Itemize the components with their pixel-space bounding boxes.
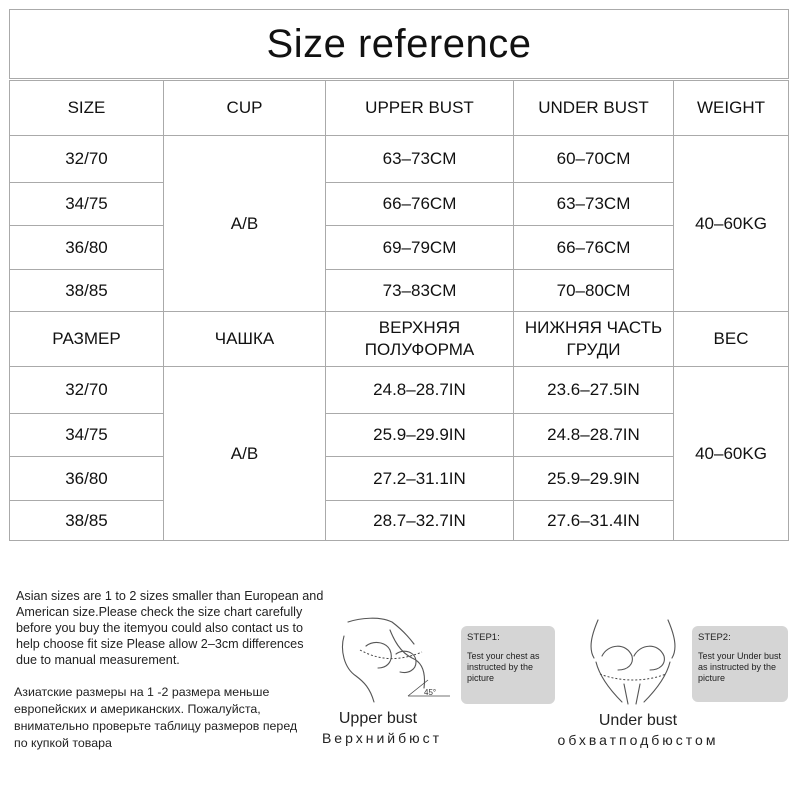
t2-upper-cell: 27.2–31.1IN	[325, 456, 514, 501]
step1-text: Test your chest as instructed by the picture	[467, 651, 540, 683]
t2-size-cell: 32/70	[9, 366, 164, 414]
t1-upper-cell: 69–79CM	[325, 225, 514, 270]
step1-title: STEP1:	[467, 632, 500, 643]
t2-size-cell: 36/80	[9, 456, 164, 501]
t2-under-cell: 23.6–27.5IN	[513, 366, 674, 414]
under-bust-figure-icon	[578, 612, 688, 712]
header-size: SIZE	[9, 80, 164, 136]
step2-box	[692, 626, 788, 702]
step2-text: Test your Under bust as instructed by the picture	[698, 651, 782, 683]
angle-label: 45°	[424, 688, 437, 697]
t2-under-cell: 24.8–28.7IN	[513, 413, 674, 457]
caption-under-bust-ru: обхватподбюстом	[557, 732, 719, 748]
t1-under-cell: 70–80CM	[513, 269, 674, 312]
page-title: Size reference	[9, 9, 789, 79]
t2-upper-cell: 28.7–32.7IN	[325, 500, 514, 541]
header-under-bust: UNDER BUST	[513, 80, 674, 136]
header-upper-bust-ru: ВЕРХНЯЯ ПОЛУФОРМА	[325, 311, 514, 367]
t1-weight-cell: 40–60KG	[673, 135, 789, 312]
t1-size-cell: 36/80	[9, 225, 164, 270]
t1-cup-cell: A/B	[163, 135, 326, 312]
step1-box	[461, 626, 555, 704]
caption-under-bust: Under bust	[598, 712, 678, 729]
upper-bust-figure-icon	[330, 610, 460, 710]
header-weight: WEIGHT	[673, 80, 789, 136]
step2-title: STEP2:	[698, 632, 731, 643]
header-size-ru: РАЗМЕР	[9, 311, 164, 367]
t2-cup-cell: A/B	[163, 366, 326, 541]
t2-upper-cell: 24.8–28.7IN	[325, 366, 514, 414]
t1-under-cell: 66–76CM	[513, 225, 674, 270]
t2-under-cell: 27.6–31.4IN	[513, 500, 674, 541]
note-english: Asian sizes are 1 to 2 sizes smaller than European and American size.Please check the size chart carefully before you buy the itemyou could also contact us to help choose fit size Please allow 2–3cm differences due to manual measurement.	[16, 589, 324, 667]
caption-upper-bust: Upper bust	[338, 710, 418, 727]
t1-size-cell: 34/75	[9, 182, 164, 226]
header-under-bust-ru: НИЖНЯЯ ЧАСТЬ ГРУДИ	[513, 311, 674, 367]
t1-upper-cell: 66–76CM	[325, 182, 514, 226]
caption-upper-bust-ru: Верхнийбюст	[321, 730, 443, 746]
t1-upper-cell: 63–73CM	[325, 135, 514, 183]
t2-weight-cell: 40–60KG	[673, 366, 789, 541]
header-upper-bust: UPPER BUST	[325, 80, 514, 136]
header-cup: CUP	[163, 80, 326, 136]
header-weight-ru: ВЕС	[673, 311, 789, 367]
t1-size-cell: 38/85	[9, 269, 164, 312]
note-russian: Азиатские размеры на 1 -2 размера меньше европейских и американских. Пожалуйста, внимательно проверьте таблицу размеров перед по купкой товара	[14, 685, 298, 750]
t1-upper-cell: 73–83CM	[325, 269, 514, 312]
t2-size-cell: 34/75	[9, 413, 164, 457]
t1-under-cell: 63–73CM	[513, 182, 674, 226]
t2-upper-cell: 25.9–29.9IN	[325, 413, 514, 457]
t1-size-cell: 32/70	[9, 135, 164, 183]
header-cup-ru: ЧАШКА	[163, 311, 326, 367]
t2-size-cell: 38/85	[9, 500, 164, 541]
t1-under-cell: 60–70CM	[513, 135, 674, 183]
t2-under-cell: 25.9–29.9IN	[513, 456, 674, 501]
